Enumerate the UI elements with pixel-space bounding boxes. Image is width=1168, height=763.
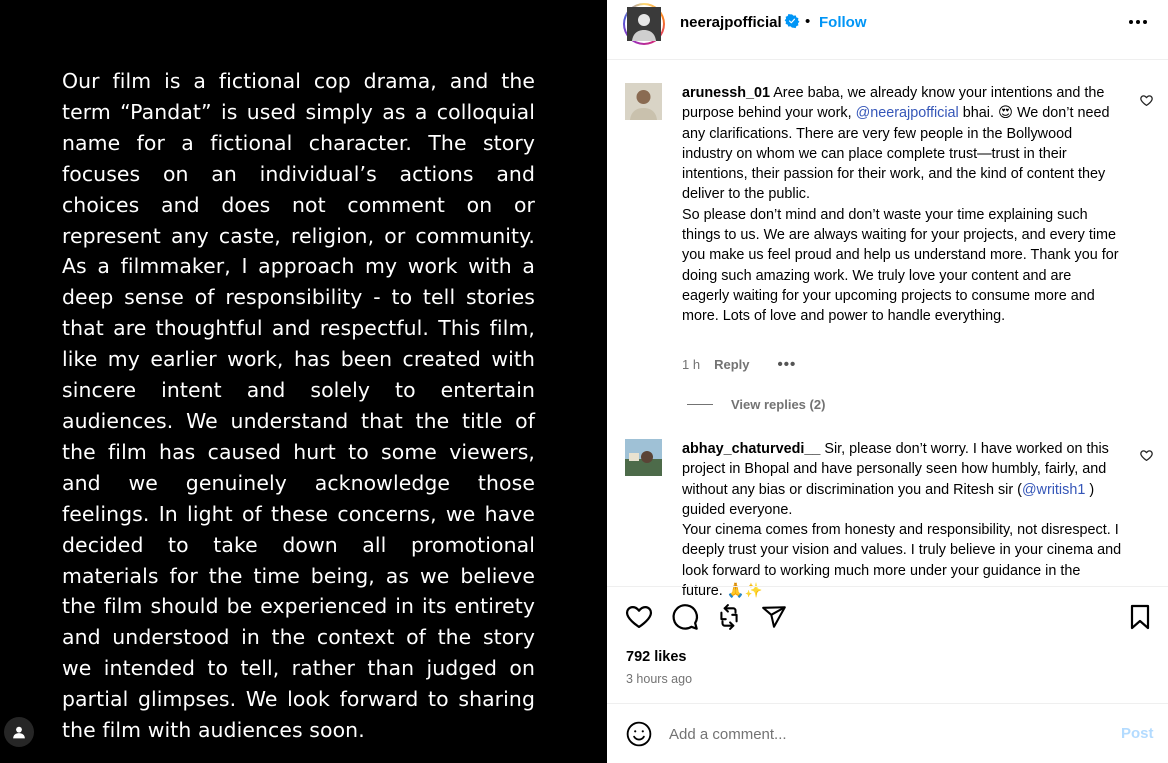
commenter-avatar[interactable] xyxy=(625,83,662,120)
comment-meta xyxy=(682,356,796,373)
header-separator: • xyxy=(805,13,811,30)
like-comment-heart-icon[interactable] xyxy=(1140,449,1153,467)
author-username[interactable]: neerajpofficial xyxy=(680,14,782,31)
commenter-username[interactable]: arunessh_01 xyxy=(682,85,770,101)
more-options-icon[interactable] xyxy=(1125,11,1151,33)
comment-mention[interactable]: @writish1 xyxy=(1021,481,1086,498)
author-avatar[interactable] xyxy=(623,3,665,45)
commenter-avatar[interactable] xyxy=(625,439,662,476)
emoji-icon[interactable] xyxy=(625,720,653,748)
post-header xyxy=(607,0,1168,60)
replies-line xyxy=(687,404,713,405)
comment-input[interactable] xyxy=(669,722,1089,746)
likes-count[interactable]: 792 likes xyxy=(626,649,687,665)
like-heart-icon[interactable] xyxy=(625,603,653,631)
post-actions-bar xyxy=(607,586,1168,646)
comment-text-paragraph: Your cinema comes from honesty and responsibility, not disrespect. I deeply trust your vision and values. I truly believe in your cinema and look forward to working much more under your guidance in the future. 🙏✨ xyxy=(682,522,1122,600)
comment-bubble-icon[interactable] xyxy=(671,603,699,631)
comment-options-icon[interactable]: ••• xyxy=(777,356,797,373)
post-time[interactable]: 3 hours ago xyxy=(626,672,693,686)
comment-text: Aree baba, we already know your intentions and the purpose behind your work, xyxy=(682,85,1105,122)
repost-icon[interactable] xyxy=(715,603,743,631)
user-icon xyxy=(12,725,26,739)
commenter-username[interactable]: abhay_chaturvedi__ xyxy=(682,441,821,457)
comment-text: Sir, please don’t worry. I have worked on this project in Bhopal and have personally seen how humbly, fairly, and without any bias or discrimination you and Ritesh sir ( xyxy=(682,441,1109,498)
post-details-panel xyxy=(607,0,1168,763)
share-paper-plane-icon[interactable] xyxy=(760,603,788,631)
like-comment-heart-icon[interactable] xyxy=(1140,94,1153,112)
comments-list[interactable] xyxy=(607,61,1168,600)
follow-button[interactable]: Follow xyxy=(819,14,867,31)
reply-button[interactable]: Reply xyxy=(714,357,750,372)
comment-text: ) guided everyone. xyxy=(682,481,1095,518)
post-comment-button[interactable]: Post xyxy=(1121,725,1154,742)
comment-text-paragraph: So please don’t mind and don’t waste your time explaining such things to us. We are always waiting for your projects, and every time you make us feel proud and help us understand more. Thank you for doing such amazing work. We truly love your content and are eagerly waiting for your upcoming projects to consume more and more. Lots of love and power to handle everything. xyxy=(682,206,1119,325)
statement-text: Our film is a fictional cop drama, and the term “Pandat” is used simply as a colloquial name for a fictional character. The story focuses on an individual’s actions and choices and does not comment on or represent any caste, religion, or community. As a filmmaker, I approach my work with a deep sense of responsibility - to tell stories that are thoughtful and respectful. This film, like my earlier work, has been created with sincere intent and solely to entertain audiences. We understand that the title of the film has caused hurt to some viewers, and we genuinely acknowledge those feelings. In light of these concerns, we have decided to take down all promotional materials for the time being, as we believe the film should be experienced in its entirety and understood in the context of the story we intended to tell, rather than judged on partial glimpses. We look forward to sharing the film with audiences soon. xyxy=(62,69,535,743)
view-replies-label: View replies (2) xyxy=(731,397,826,412)
comment-time: 1 h xyxy=(682,357,701,372)
tagged-users-button[interactable] xyxy=(4,717,34,747)
comment-text: bhai. 😍 We don’t need any clarifications. There are very few people in the Bollywood industry on whom we can place complete trust—trust in their intentions, their passion for their work, and the kind of content they deliver to the public. xyxy=(682,105,1110,203)
comment-composer xyxy=(607,703,1168,763)
verified-badge-icon xyxy=(785,14,799,33)
view-replies-button[interactable] xyxy=(687,397,825,412)
comment-mention[interactable]: @neerajpofficial xyxy=(855,105,959,122)
save-bookmark-icon[interactable] xyxy=(1126,603,1154,631)
